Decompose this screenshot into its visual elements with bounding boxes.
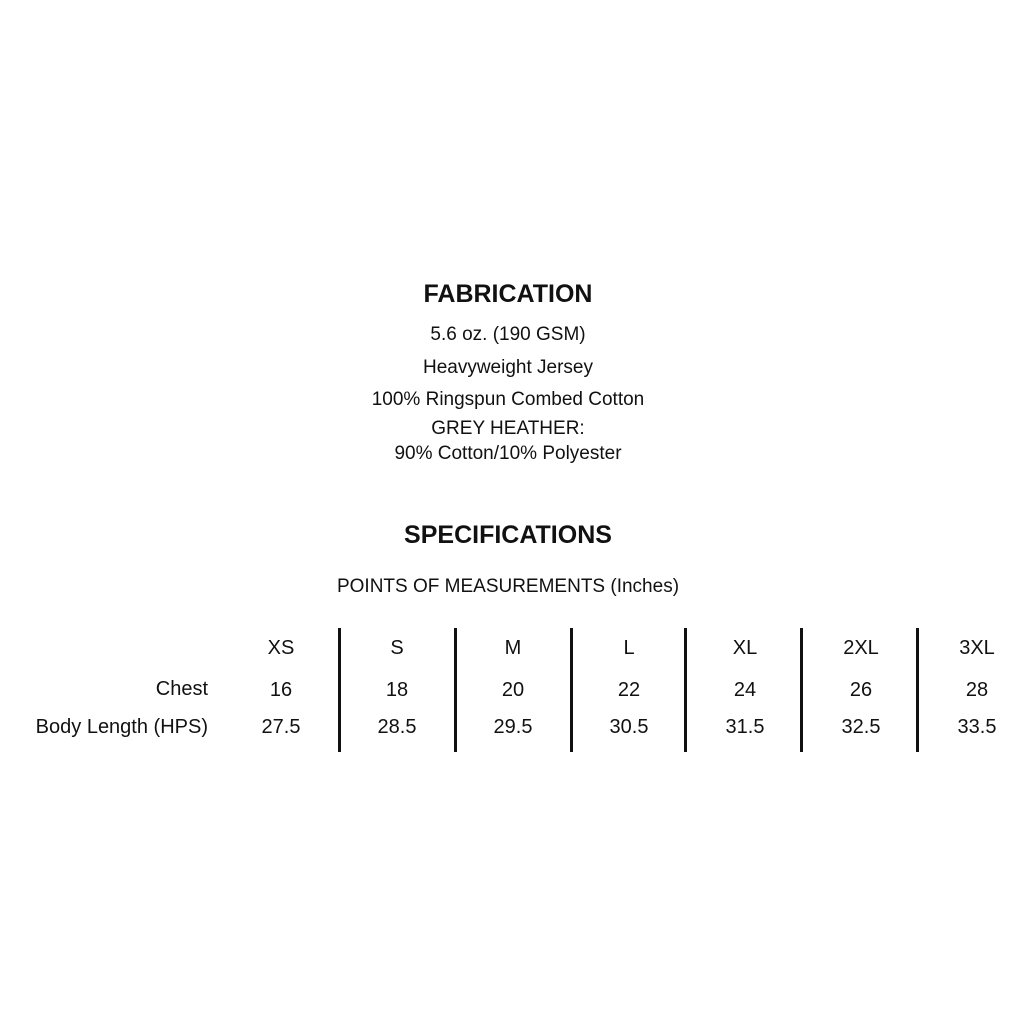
column-divider — [800, 628, 803, 752]
size-header-xs: XS — [267, 637, 295, 659]
column-divider — [454, 628, 457, 752]
column-divider — [338, 628, 341, 752]
row-label-chest: Chest — [155, 678, 208, 700]
chest-value-m: 20 — [501, 679, 525, 701]
column-divider — [684, 628, 687, 752]
body-length-value-xs: 27.5 — [261, 716, 301, 738]
body-length-value-s: 28.5 — [377, 716, 417, 738]
body-length-value-3xl: 33.5 — [957, 716, 997, 738]
fabrication-line-heather-content: 90% Cotton/10% Polyester — [394, 443, 622, 464]
body-length-value-m: 29.5 — [493, 716, 533, 738]
size-header-2xl: 2XL — [843, 637, 879, 659]
chest-value-xl: 24 — [733, 679, 757, 701]
size-header-xl: XL — [732, 637, 758, 659]
chest-value-2xl: 26 — [849, 679, 873, 701]
fabrication-line-content: 100% Ringspun Combed Cotton — [371, 389, 645, 410]
row-label-body-length: Body Length (HPS) — [35, 716, 208, 738]
chest-value-s: 18 — [385, 679, 409, 701]
specifications-heading: SPECIFICATIONS — [404, 521, 612, 549]
fabrication-line-heather-label: GREY HEATHER: — [431, 418, 585, 439]
size-header-m: M — [504, 637, 522, 659]
column-divider — [570, 628, 573, 752]
measurements-subheading: POINTS OF MEASUREMENTS (Inches) — [336, 576, 680, 597]
size-header-3xl: 3XL — [959, 637, 995, 659]
size-header-l: L — [623, 637, 635, 659]
chest-value-3xl: 28 — [965, 679, 989, 701]
chest-value-xs: 16 — [269, 679, 293, 701]
body-length-value-2xl: 32.5 — [841, 716, 881, 738]
column-divider — [916, 628, 919, 752]
fabrication-heading: FABRICATION — [423, 280, 593, 308]
size-header-s: S — [390, 637, 404, 659]
fabrication-line-weight: 5.6 oz. (190 GSM) — [430, 324, 586, 345]
body-length-value-l: 30.5 — [609, 716, 649, 738]
body-length-value-xl: 31.5 — [725, 716, 765, 738]
fabrication-line-fabric: Heavyweight Jersey — [422, 357, 594, 378]
chest-value-l: 22 — [617, 679, 641, 701]
